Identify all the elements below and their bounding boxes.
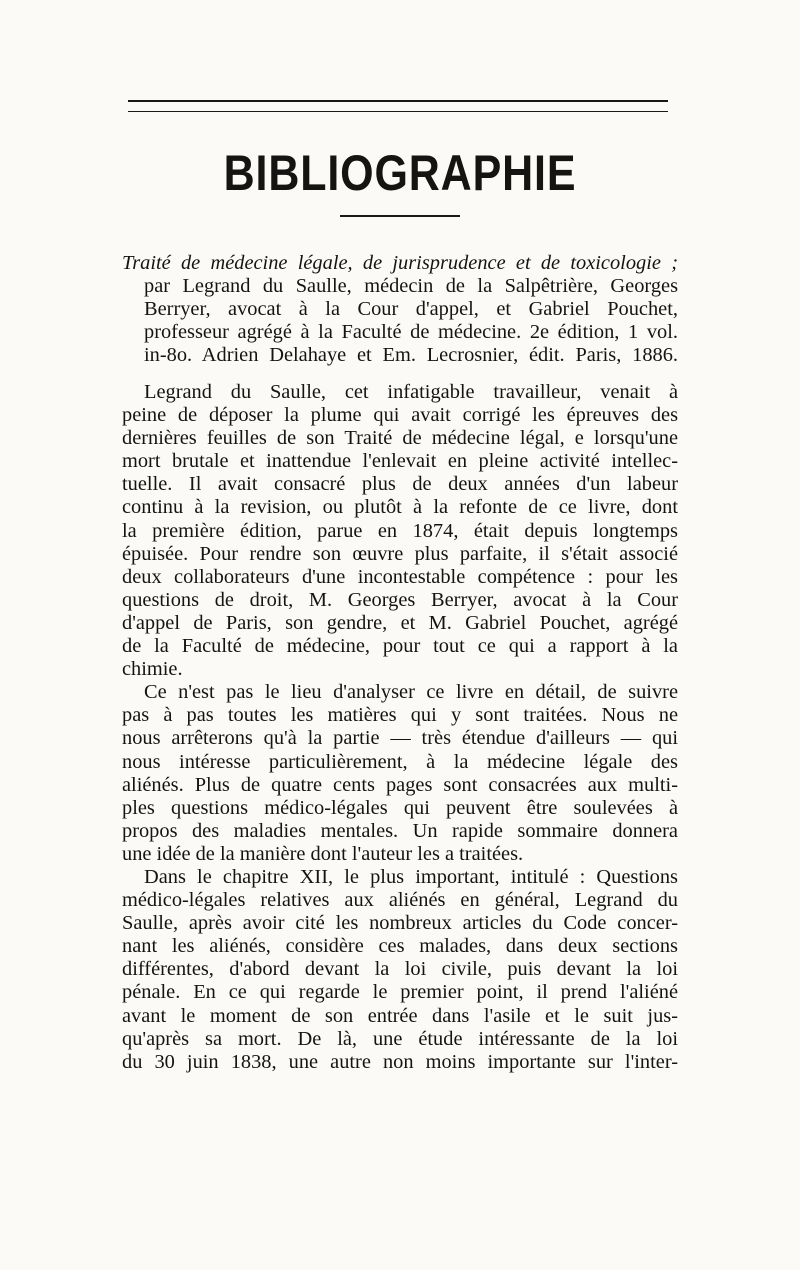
top-rule — [128, 100, 668, 102]
citation-block — [122, 252, 678, 367]
text-line: nous intéresse particulièrement, à la médecine légale des — [122, 750, 678, 773]
text-line: la première édition, parue en 1874, était depuis longtemps — [122, 519, 678, 542]
text-line: nous arrêterons qu'à la partie — très étendue d'ailleurs — qui — [122, 727, 678, 750]
top-rule-thin — [128, 111, 668, 112]
text-line: épuisée. Pour rendre son œuvre plus parfaite, il s'était associé — [122, 542, 678, 565]
text-line: continu à la revision, ou plutôt à la refonte de ce livre, dont — [122, 496, 678, 519]
body-text — [122, 381, 678, 1074]
title-underline — [340, 215, 460, 217]
text-line: propos des maladies mentales. Un rapide sommaire donnera — [122, 819, 678, 842]
text-line: pas à pas toutes les matières qui y sont traitées. Nous ne — [122, 704, 678, 727]
text-line: mort brutale et inattendue l'enlevait en pleine activité intellec- — [122, 450, 678, 473]
text-line: Saulle, après avoir cité les nombreux articles du Code concer- — [122, 912, 678, 935]
text-line: une idée de la manière dont l'auteur les a traitées. — [122, 842, 524, 865]
text-line: Dans le chapitre XII, le plus important, intitulé : Questions — [144, 865, 678, 888]
citation-line: Traité de médecine légale, de jurisprudence et de toxicologie ; — [122, 252, 678, 274]
text-line: Ce n'est pas le lieu d'analyser ce livre en détail, de suivre — [144, 681, 678, 704]
text-line: Legrand du Saulle, cet infatigable travailleur, venait à — [144, 381, 678, 403]
text-line: avant le moment de son entrée dans l'asile et le suit jus- — [122, 1004, 678, 1027]
text-line: deux collaborateurs d'une incontestable compétence : pour les — [122, 565, 678, 588]
text-line: d'appel de Paris, son gendre, et M. Gabriel Pouchet, agrégé — [122, 611, 678, 634]
page-title: BIBLIOGRAPHIE — [223, 145, 577, 201]
text-line: pénale. En ce qui regarde le premier point, il prend l'aliéné — [122, 981, 678, 1004]
text-line: médico-légales relatives aux aliénés en général, Legrand du — [122, 889, 678, 912]
text-line: tuelle. Il avait consacré plus de deux années d'un labeur — [122, 473, 678, 496]
text-line: questions de droit, M. Georges Berryer, avocat à la Cour — [122, 588, 678, 611]
citation-line: Berryer, avocat à la Cour d'appel, et Gabriel Pouchet, — [144, 298, 678, 321]
text-line: ples questions médico-légales qui peuvent être soulevées à — [122, 796, 678, 819]
citation-line: par Legrand du Saulle, médecin de la Salpêtrière, Georges — [144, 275, 678, 298]
text-line: différentes, d'abord devant la loi civile, puis devant la loi — [122, 958, 678, 981]
text-line: chimie. — [122, 658, 183, 681]
text-line: du 30 juin 1838, une autre non moins importante sur l'inter- — [122, 1050, 678, 1073]
citation-line: in-8o. Adrien Delahaye et Em. Lecrosnier, édit. Paris, 1886. — [144, 344, 678, 367]
citation-line: professeur agrégé à la Faculté de médecine. 2e édition, 1 vol. — [144, 321, 678, 344]
text-line: de la Faculté de médecine, pour tout ce qui a rapport à la — [122, 635, 678, 658]
text-line: peine de déposer la plume qui avait corrigé les épreuves des — [122, 404, 678, 427]
text-line: dernières feuilles de son Traité de médecine légal, e lorsqu'une — [122, 427, 678, 450]
text-line: aliénés. Plus de quatre cents pages sont consacrées aux multi- — [122, 773, 678, 796]
text-line: qu'après sa mort. De là, une étude intéressante de la loi — [122, 1027, 678, 1050]
text-line: nant les aliénés, considère ces malades, dans deux sections — [122, 935, 678, 958]
